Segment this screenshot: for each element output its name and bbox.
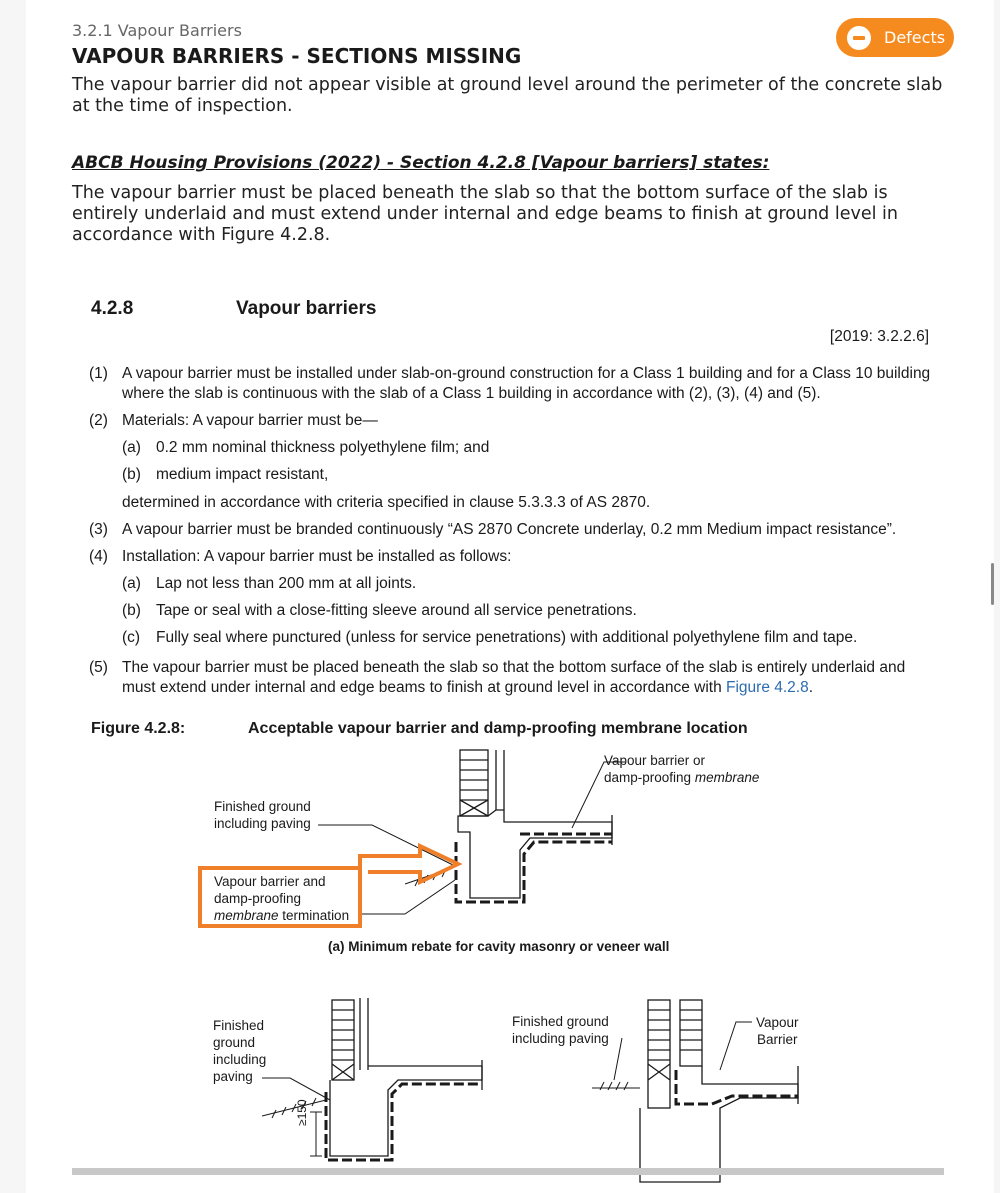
item-text: Materials: A vapour barrier must be—: [122, 412, 378, 429]
scrollbar-thumb[interactable]: [991, 563, 994, 605]
item-number: (2): [89, 412, 108, 429]
item-number: (4): [89, 548, 108, 565]
clause-ref: [2019: 3.2.2.6]: [829, 328, 929, 345]
detail-a-wall: [460, 750, 504, 816]
item-text: Tape or seal with a close-fitting sleeve around all service penetrations.: [156, 602, 637, 619]
figure-link[interactable]: Figure 4.2.8: [726, 679, 809, 696]
reference-heading: ABCB Housing Provisions (2022) - Section 4.2.8 [Vapour barriers] states:: [72, 153, 770, 173]
item-number: (b): [122, 466, 141, 483]
item-text: medium impact resistant,: [156, 466, 329, 483]
item-text: Fully seal where punctured (unless for service penetrations) with additional polyethylene film and tape.: [156, 629, 858, 646]
item-number: (a): [122, 439, 141, 456]
label-finished-ground-a: Finished ground including paving: [214, 799, 311, 831]
detail-a-membrane: [456, 842, 612, 902]
detail-c-slab: [640, 1066, 798, 1182]
item-text: 0.2 mm nominal thickness polyethylene film; and: [156, 439, 490, 456]
item-number: (c): [122, 629, 141, 646]
section-number: 3.2.1 Vapour Barriers: [72, 21, 242, 40]
item-number: (3): [89, 521, 108, 538]
label-finished-ground-c: Finished ground including paving: [512, 1014, 609, 1046]
observation-text: The vapour barrier did not appear visible at ground level around the perimeter of the concrete slab at the time of inspection.: [72, 75, 943, 116]
figure-caption-a: (a) Minimum rebate for cavity masonry or veneer wall: [328, 939, 670, 954]
label-dim-150: ≥150: [295, 1099, 309, 1126]
item-number: (1): [89, 365, 108, 382]
defects-badge-label: Defects: [884, 28, 946, 47]
clause-item-2-tail: determined in accordance with criteria specified in clause 5.3.3.3 of AS 2870.: [122, 494, 651, 511]
item-number: (a): [122, 575, 141, 592]
label-finished-ground-b: Finished ground including paving: [213, 1018, 267, 1084]
label-termination: Vapour barrier and damp-proofing membrane termination: [214, 874, 350, 923]
label-vapour-barrier-c: Vapour Barrier: [756, 1015, 799, 1047]
item-number: (b): [122, 602, 141, 619]
page-divider: [72, 1168, 944, 1175]
defect-title: VAPOUR BARRIERS - SECTIONS MISSING: [72, 44, 522, 68]
item-text: Lap not less than 200 mm at all joints.: [156, 575, 417, 592]
item-text: A vapour barrier must be installed under slab-on-ground construction for a Class 1 building and for a Class 10 building where the slab is continuous with the slab of a Class 1 building in accordance with (2), (3), (4) and (5).: [122, 365, 931, 402]
label-vb-or-dpm: Vapour barrier or damp-proofing membrane: [604, 753, 760, 785]
detail-a-slab: [458, 810, 612, 898]
reference-body: The vapour barrier must be placed beneath the slab so that the bottom surface of the slab is entirely underlaid and must extend under internal and edge beams to finish at ground level in accordance with Figure 4.2.8.: [72, 183, 898, 245]
item-text: Installation: A vapour barrier must be installed as follows:: [122, 548, 512, 565]
detail-b-wall: [332, 998, 368, 1080]
highlight-arrow-icon: [360, 846, 458, 882]
item-text: A vapour barrier must be branded continuously “AS 2870 Concrete underlay, 0.2 mm Medium impact resistance”.: [122, 521, 897, 538]
figure-title: Acceptable vapour barrier and damp-proofing membrane location: [248, 720, 748, 737]
figure-number: Figure 4.2.8:: [91, 720, 186, 737]
clause-title: Vapour barriers: [236, 298, 377, 319]
clause-number: 4.2.8: [91, 298, 134, 319]
item-number: (5): [89, 659, 108, 676]
item-text: The vapour barrier must be placed beneath the slab so that the bottom surface of the slab is entirely underlaid and must extend under internal and edge beams to finish at ground level in accordance with Figure 4.2.8.: [122, 659, 906, 696]
